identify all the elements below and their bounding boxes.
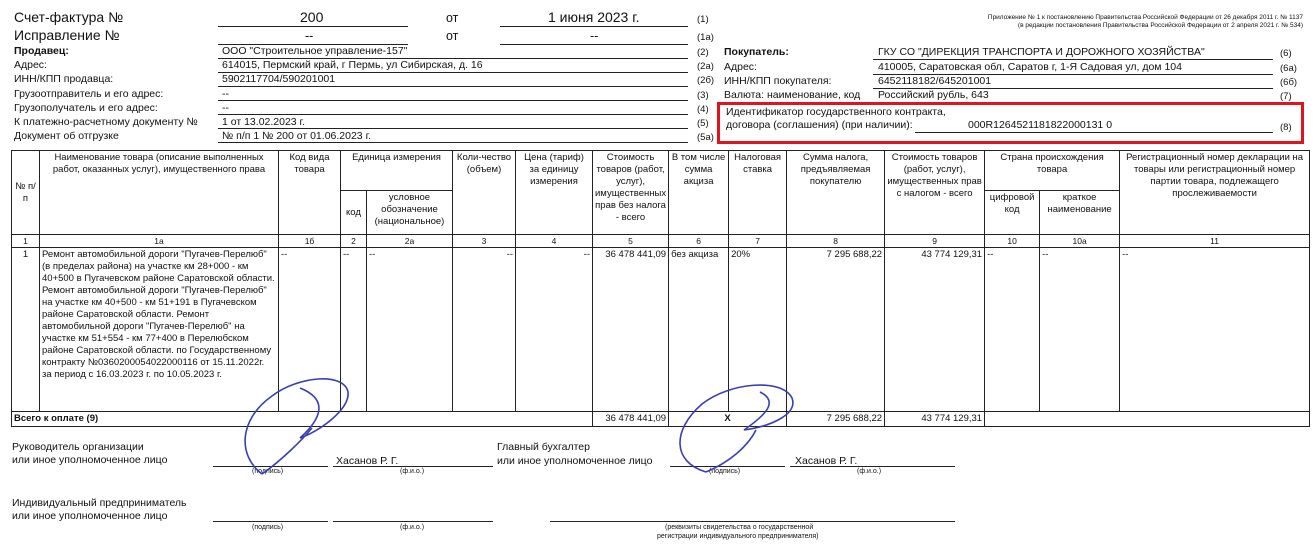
invoice-date: 1 июня 2023 г. <box>548 9 640 25</box>
table-row <box>12 248 1310 412</box>
code-2a: (2а) <box>697 61 714 72</box>
header-country: Страна происхождения товара <box>985 151 1120 191</box>
correction-label: Исправление № <box>14 27 120 43</box>
row-num: 1 <box>12 248 40 412</box>
head-sign-line <box>213 466 328 467</box>
code-4: (4) <box>697 104 709 115</box>
code-8: (8) <box>1280 122 1292 133</box>
head-name-caption: (ф.и.о.) <box>400 468 425 475</box>
ip-label-2: или иное уполномоченное лицо <box>12 510 168 522</box>
consignee-line <box>218 114 688 115</box>
ip-reg-line <box>550 521 955 522</box>
col-number: 5 <box>593 235 669 248</box>
row-tax-rate: 20% <box>729 248 787 412</box>
header-tax-rate: Налоговая ставка <box>729 151 787 235</box>
col-number: 10 <box>985 235 1040 248</box>
contract-id-label-1: Идентификатор государственного контракта, <box>726 106 946 118</box>
correction-number: -- <box>305 29 314 43</box>
code-5: (5) <box>697 118 709 129</box>
buyer-value: ГКУ СО "ДИРЕКЦИЯ ТРАНСПОРТА И ДОРОЖНОГО ХОЗЯЙСТВА" <box>878 46 1205 58</box>
ip-reg-caption-1: (реквизиты свидетельства о государственной <box>665 524 814 531</box>
col-number: 1а <box>40 235 279 248</box>
row-tax-sum: 7 295 688,22 <box>787 248 885 412</box>
invoice-label: Счет-фактура № <box>14 9 124 25</box>
correction-date: -- <box>590 29 599 43</box>
from-label: от <box>446 11 459 25</box>
col-number: 7 <box>729 235 787 248</box>
shipper-line <box>218 100 688 101</box>
accountant-sign-caption: (подпись) <box>709 468 741 475</box>
correction-date-line <box>500 44 688 45</box>
row-type-code: -- <box>279 248 341 412</box>
accountant-label-1: Главный бухгалтер <box>497 441 590 453</box>
row-excise: без акциза <box>669 248 729 412</box>
ip-name-caption: (ф.и.о.) <box>400 524 425 531</box>
accountant-name-line <box>790 466 955 467</box>
col-number: 10а <box>1040 235 1120 248</box>
total-cost-with-tax: 43 774 129,31 <box>885 412 985 427</box>
header-unit-code: код <box>341 191 367 235</box>
code-6a: (6а) <box>1280 63 1297 74</box>
header-unit: Единица измерения <box>341 151 453 191</box>
code-7: (7) <box>1280 91 1292 102</box>
accountant-label-2: или иное уполномоченное лицо <box>497 455 653 467</box>
seller-label: Продавец: <box>14 45 69 57</box>
col-number: 3 <box>453 235 516 248</box>
seller-value: ООО "Строительное управление-157" <box>222 45 408 57</box>
contract-id-value: 000R1264521181822000131 0 <box>968 119 1113 131</box>
buyer-address-label: Адрес: <box>724 61 757 73</box>
head-label-1: Руководитель организации <box>12 441 144 453</box>
head-label-2: или иное уполномоченное лицо <box>12 454 168 466</box>
header-price: Цена (тариф) за единицу измерения <box>516 151 593 235</box>
total-tax-sum: 7 295 688,22 <box>787 412 885 427</box>
consignee-label: Грузополучатель и его адрес: <box>14 102 158 114</box>
head-name-line <box>333 466 493 467</box>
ip-sign-line <box>213 521 328 522</box>
seller-address-value: 614015, Пермский край, г Пермь, ул Сибирская, д. 16 <box>222 59 483 71</box>
row-qty: -- <box>453 248 516 412</box>
code-2: (2) <box>697 47 709 58</box>
column-numbers-row <box>12 235 1310 248</box>
buyer-inn-value: 6452118182/645201001 <box>878 75 992 87</box>
ip-sign-caption: (подпись) <box>252 524 284 531</box>
consignee-value: -- <box>222 102 229 114</box>
seller-inn-label: ИНН/КПП продавца: <box>14 73 114 85</box>
buyer-label: Покупатель: <box>724 46 789 58</box>
accountant-name-caption: (ф.и.о.) <box>857 468 882 475</box>
total-excise: X <box>669 412 787 427</box>
seller-inn-value: 5902117704/590201001 <box>222 73 336 85</box>
correction-from-label: от <box>446 29 459 43</box>
seller-address-label: Адрес: <box>14 59 47 71</box>
header-tax-sum: Сумма налога, предъявляемая покупателю <box>787 151 885 235</box>
col-number: 9 <box>885 235 985 248</box>
buyer-inn-label: ИНН/КПП покупателя: <box>724 75 832 87</box>
row-unit-code: -- <box>341 248 367 412</box>
currency-value: Российский рубль, 643 <box>878 89 989 101</box>
code-2b: (2б) <box>697 75 715 86</box>
code-6: (6) <box>1280 48 1292 59</box>
header-type-code: Код вида товара <box>279 151 341 235</box>
ip-label-1: Индивидуальный предприниматель <box>12 497 187 509</box>
shipment-doc-value: № п/п 1 № 200 от 01.06.2023 г. <box>222 130 372 142</box>
header-excise: В том числе сумма акциза <box>669 151 729 235</box>
row-country-code: -- <box>985 248 1040 412</box>
accountant-sign-line <box>670 466 785 467</box>
head-sign-caption: (подпись) <box>252 468 284 475</box>
header-reg-num: Регистрационный номер декларации на товары или регистрационный номер партии товара, подлежащего прослеживаемости <box>1120 151 1310 235</box>
col-number: 2а <box>367 235 453 248</box>
total-label: Всего к оплате (9) <box>12 412 593 427</box>
payment-doc-label: К платежно-расчетному документу № <box>14 116 198 128</box>
row-reg-num: -- <box>1120 248 1310 412</box>
buyer-address-value: 410005, Саратовская обл, Саратов г, 1-Я Садовая ул, дом 104 <box>878 61 1182 73</box>
seller-inn-line <box>218 86 688 87</box>
contract-id-label-2: договора (соглашения) (при наличии): <box>726 119 913 131</box>
row-name: Ремонт автомобильной дороги "Пугачев-Перелюб" (в пределах района) на участке км 28+000 - км 40+500 в Пугачевском районе Саратовской области. Ремонт автомобильной дороги "Пугачев-Перелюб" на участке км 40+500 - км 51+191 в Пугачевском районе Саратовской области. Ремонт автомобильной дороги "Пугачев-Перелюб" на участке км 51+554 - км 77+400 в Перелюбском районе Саратовской области. по Государственному контракту №0360200054022000116 от 15.11.2022г. за период с 16.03.2023 г. по 10.05.2023 г. <box>40 248 279 412</box>
col-number: 2 <box>341 235 367 248</box>
accountant-name: Хасанов Р. Г. <box>795 455 858 467</box>
payment-doc-value: 1 от 13.02.2023 г. <box>222 116 306 128</box>
header-cost-with-tax: Стоимость товаров (работ, услуг), имущественных прав с налогом - всего <box>885 151 985 235</box>
header-country-name: краткое наименование <box>1040 191 1120 235</box>
total-empty <box>985 412 1310 427</box>
row-cost-no-tax: 36 478 441,09 <box>593 248 669 412</box>
ip-reg-caption-2: регистрации индивидуального предпринимателя) <box>657 533 819 540</box>
shipment-doc-line <box>218 142 688 143</box>
payment-doc-line <box>218 128 688 129</box>
ip-name-line <box>333 521 493 522</box>
code-6b: (6б) <box>1280 77 1298 88</box>
col-number: 4 <box>516 235 593 248</box>
code-5a: (5а) <box>697 132 714 143</box>
currency-label: Валюта: наименование, код <box>724 89 861 101</box>
col-number: 8 <box>787 235 885 248</box>
header-cost-no-tax: Стоимость товаров (работ, услуг), имущественных прав без налога - всего <box>593 151 669 235</box>
shipper-value: -- <box>222 88 229 100</box>
col-number: 11 <box>1120 235 1310 248</box>
invoice-number-line <box>218 26 408 27</box>
row-cost-with-tax: 43 774 129,31 <box>885 248 985 412</box>
col-number: 1 <box>12 235 40 248</box>
header-country-code: цифровой код <box>985 191 1040 235</box>
row-unit-name: -- <box>367 248 453 412</box>
shipment-doc-label: Документ об отгрузке <box>14 130 119 142</box>
invoice-table <box>11 150 1310 427</box>
header-qty: Коли-чество (объем) <box>453 151 516 235</box>
shipper-label: Грузоотправитель и его адрес: <box>14 88 164 100</box>
total-row <box>12 412 1310 427</box>
code-3: (3) <box>697 90 709 101</box>
row-country-name: -- <box>1040 248 1120 412</box>
col-number: 1б <box>279 235 341 248</box>
invoice-number: 200 <box>300 9 324 25</box>
header-num: № п/п <box>12 151 40 235</box>
code-1: (1) <box>697 14 709 25</box>
code-1a: (1а) <box>697 32 714 43</box>
appendix-line-2: (в редакции постановления Правительства Российской Федерации от 2 апреля 2021 г. № 534) <box>1017 22 1303 29</box>
header-unit-name: условное обозначение (национальное) <box>367 191 453 235</box>
head-name: Хасанов Р. Г. <box>336 455 399 467</box>
invoice-date-line <box>500 26 688 27</box>
header-name: Наименование товара (описание выполненных работ, оказанных услуг), имущественного права <box>40 151 279 235</box>
col-number: 6 <box>669 235 729 248</box>
total-cost-no-tax: 36 478 441,09 <box>593 412 669 427</box>
buyer-line <box>873 59 1273 60</box>
appendix-line-1: Приложение № 1 к постановлению Правительства Российской Федерации от 26 декабря 2011 г. № 1137 <box>987 14 1303 21</box>
contract-id-line <box>915 132 1273 133</box>
row-price: -- <box>516 248 593 412</box>
